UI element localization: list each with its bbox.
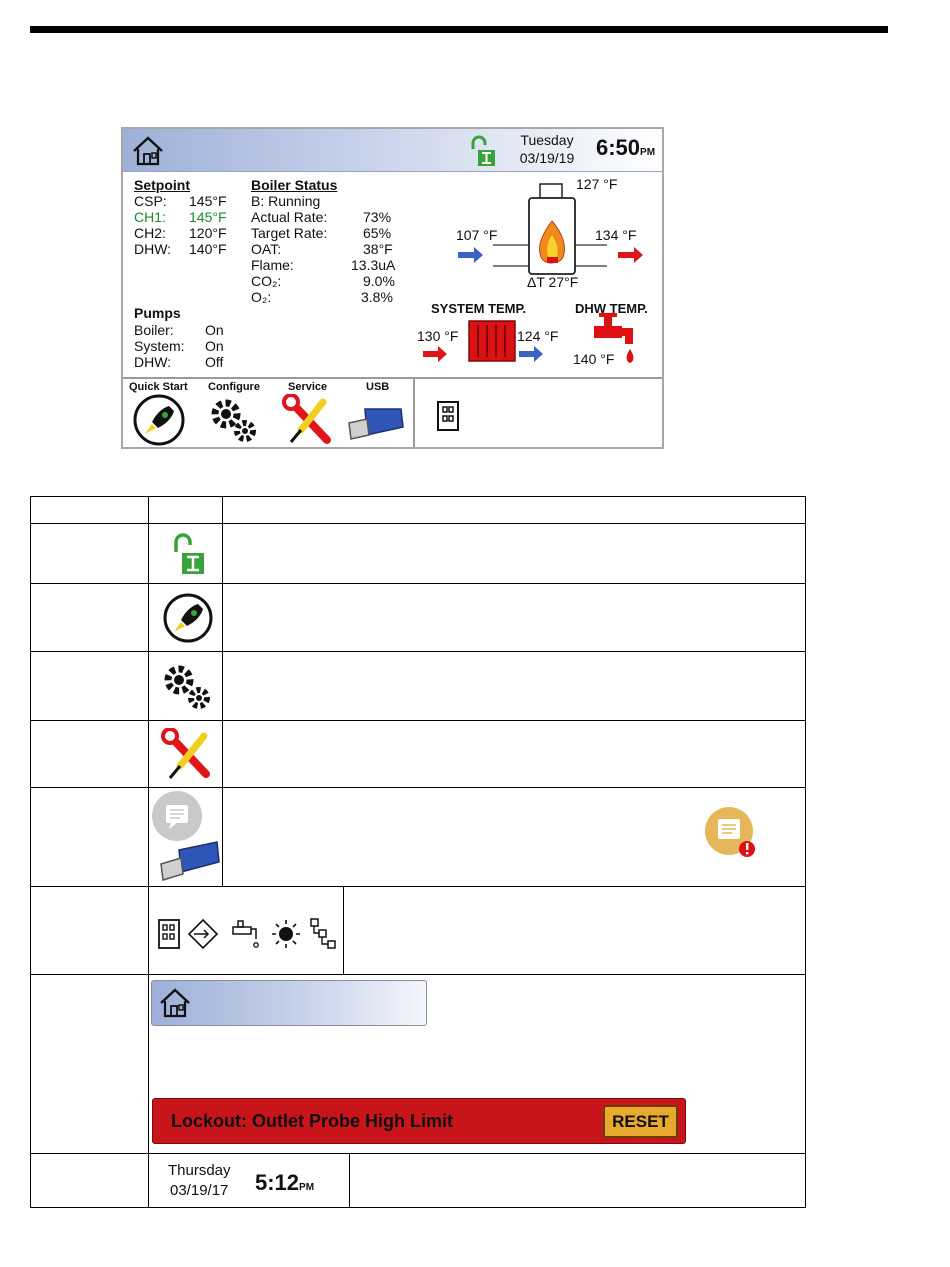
table-row-divider <box>30 1153 806 1154</box>
hmi-day: Tuesday <box>520 132 574 148</box>
rocket-icon[interactable] <box>132 394 186 446</box>
boiler-value: 3.8% <box>361 289 393 305</box>
home-icon[interactable] <box>158 986 192 1020</box>
system-supply-temp: 130 °F <box>417 328 459 344</box>
table-col-divider <box>343 886 344 975</box>
usb-icon[interactable] <box>345 401 407 443</box>
setpoint-label: DHW: <box>134 241 172 257</box>
service-label: Service <box>288 381 328 393</box>
hmi-ampm: PM <box>640 147 656 158</box>
setpoint-value: 140°F <box>189 241 227 257</box>
boiler-label: Target Rate: <box>251 225 328 241</box>
header-bar-sample <box>151 980 427 1026</box>
sample-time-value: 5:12 <box>255 1170 300 1195</box>
gears-icon[interactable] <box>206 394 262 446</box>
setpoint-value: 120°F <box>189 225 227 241</box>
usb-icon <box>161 842 219 880</box>
boiler-state: B: Running <box>251 193 321 209</box>
setpoint-label: CSP: <box>134 193 167 209</box>
boiler-value: 38°F <box>363 241 393 257</box>
boiler-label: Actual Rate: <box>251 209 328 225</box>
delta-t: ΔT 27°F <box>527 274 579 290</box>
sample-ampm: PM <box>299 1182 315 1193</box>
system-return-temp: 124 °F <box>517 328 559 344</box>
configure-label: Configure <box>208 381 260 393</box>
setpoint-value: 145°F <box>189 193 227 209</box>
table-row-divider <box>30 886 806 887</box>
page-top-rule <box>30 26 888 33</box>
screen-selector-icons <box>156 915 340 951</box>
pumps-title: Pumps <box>134 305 181 321</box>
pump-label: System: <box>134 338 185 354</box>
table-row-divider <box>30 583 806 584</box>
table-row-divider <box>30 974 806 975</box>
lockout-message: Lockout: Outlet Probe High Limit <box>171 1111 453 1131</box>
table-row-divider <box>30 787 806 788</box>
inlet-temp: 107 °F <box>456 227 498 243</box>
sample-day: Thursday <box>168 1162 231 1179</box>
dhw-temp-label: DHW TEMP. <box>575 301 648 316</box>
boiler-value: 9.0% <box>363 273 395 289</box>
table-col-divider <box>349 1153 350 1208</box>
hmi-time-value: 6:50 <box>596 135 641 160</box>
tools-icon[interactable] <box>281 394 337 446</box>
boiler-label: O₂: <box>251 289 272 305</box>
boiler-label: CO₂: <box>251 273 282 289</box>
setpoint-label: CH1: <box>134 209 166 225</box>
boiler-value: 65% <box>363 225 392 241</box>
dhw-temp: 140 °F <box>573 351 615 367</box>
gears-icon <box>160 660 216 714</box>
setpoint-value: 145°F <box>189 209 227 225</box>
table-row-divider <box>30 720 806 721</box>
building-icon[interactable] <box>435 399 469 433</box>
faucet-icon <box>233 921 258 947</box>
hmi-menu-divider <box>413 377 415 449</box>
usb-label: USB <box>366 381 390 393</box>
sample-date: 03/19/17 <box>170 1182 229 1199</box>
lock-icon <box>170 532 206 576</box>
setpoint-title: Setpoint <box>134 177 190 193</box>
boiler-value: 73% <box>363 209 392 225</box>
message-alert-icon <box>703 803 759 861</box>
hmi-date: 03/19/19 <box>519 150 575 166</box>
outlet-temp: 134 °F <box>595 227 637 243</box>
boiler-diagram <box>123 129 662 377</box>
table-row-divider <box>30 523 806 524</box>
reset-button[interactable]: RESET <box>603 1105 678 1138</box>
quick-start-label: Quick Start <box>129 381 188 393</box>
setpoint-label: CH2: <box>134 225 166 241</box>
pump-label: Boiler: <box>134 322 174 338</box>
message-icon <box>151 790 223 884</box>
sample-time <box>255 1170 314 1196</box>
diamond-icon <box>189 920 217 948</box>
tools-icon <box>160 728 216 782</box>
network-icon <box>311 919 335 948</box>
lockout-status-banner <box>152 1098 686 1144</box>
boiler-top-temp: 127 °F <box>576 176 618 192</box>
boiler-label: OAT: <box>251 241 282 257</box>
boiler-label: Flame: <box>251 257 294 273</box>
system-temp-label: SYSTEM TEMP. <box>431 301 527 316</box>
pump-value: Off <box>205 354 224 370</box>
pump-label: DHW: <box>134 354 172 370</box>
sun-icon <box>272 920 300 948</box>
table-row-divider <box>30 651 806 652</box>
building-icon <box>159 920 179 948</box>
pump-value: On <box>205 338 224 354</box>
hmi-screen <box>121 127 664 449</box>
boiler-status-title: Boiler Status <box>251 177 338 193</box>
rocket-icon <box>161 592 215 644</box>
table-col-divider <box>148 496 149 1208</box>
boiler-value: 13.3uA <box>351 257 396 273</box>
pump-value: On <box>205 322 224 338</box>
